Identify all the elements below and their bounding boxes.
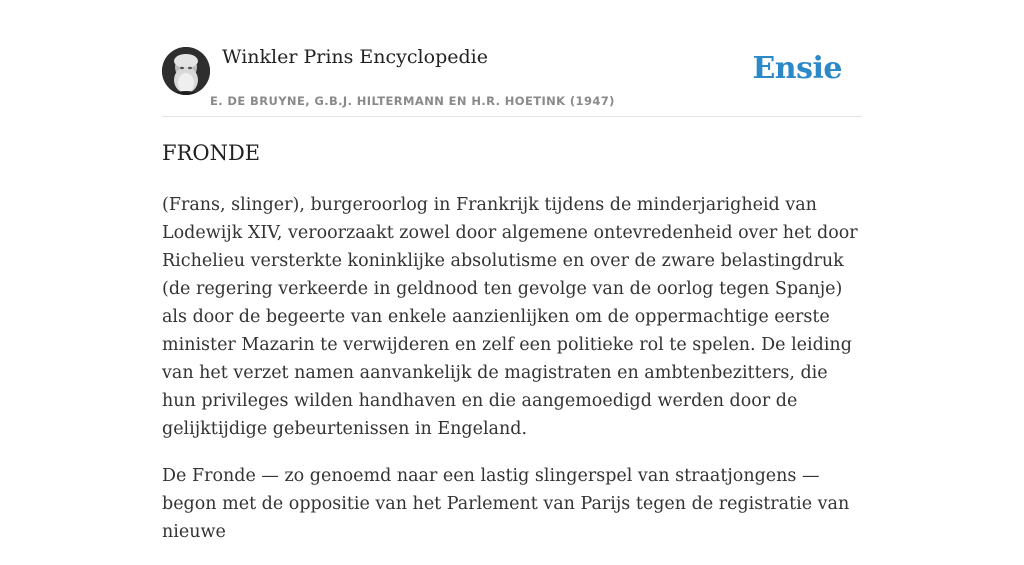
- author-portrait-avatar: [162, 47, 210, 95]
- article-paragraph: De Fronde — zo genoemd naar een lastig slingerspel van straatjongens — begon met de oppositie van het Parlement van Parijs tegen de registratie van nieuwe: [162, 466, 850, 542]
- article-paragraph: (Frans, slinger), burgeroorlog in Frankrijk tijdens de minderjarigheid van Lodewijk XIV, veroorzaakt zowel door algemene ontevredenheid over het door Richelieu versterkte koninklijke absolutisme en over de zware belastingdruk (de regering verkeerde in geldnood ten gevolge van de oorlog tegen Spanje) als door de begeerte van enkele aanzienlijken om de oppermachtige eerste minister Mazarin te verwijderen en zelf een politieke rol te spelen. De leiding van het verzet namen aanvankelijk de magistraten en ambtenbezitters, die hun privileges wilden handhaven en die aangemoedigd werden door de gelijktijdige gebeurtenissen in Engeland.: [162, 195, 858, 439]
- article-title: FRONDE: [162, 141, 261, 165]
- source-title[interactable]: Winkler Prins Encyclopedie: [222, 46, 488, 68]
- source-authors: E. DE BRUYNE, G.B.J. HILTERMANN EN H.R. HOETINK (1947): [210, 94, 615, 108]
- page-container: [162, 0, 862, 542]
- source-header: [162, 0, 862, 117]
- ensie-logo-link[interactable]: Ensie: [752, 51, 842, 86]
- article-body: [162, 191, 862, 565]
